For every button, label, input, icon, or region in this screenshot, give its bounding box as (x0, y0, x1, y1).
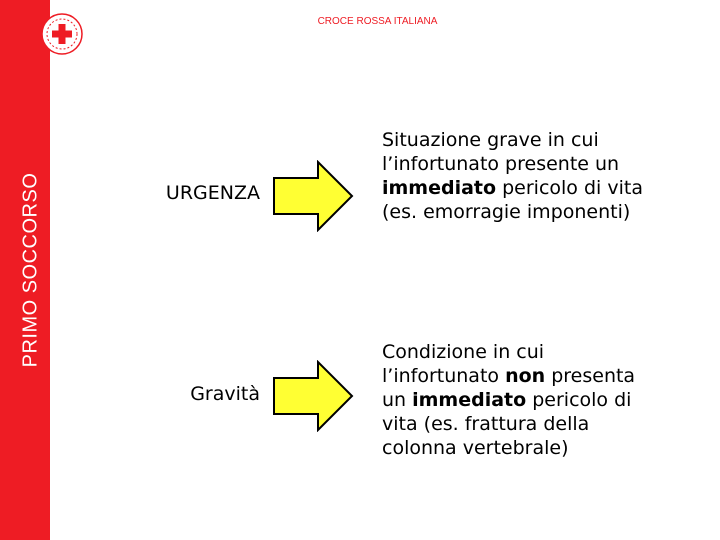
term-gravita: Gravità (190, 383, 260, 405)
desc-text: presenta (545, 365, 636, 387)
desc-line: vita (es. frattura della (382, 413, 590, 435)
desc-text: pericolo di vita (496, 177, 643, 199)
desc-line: Situazione grave in cui (382, 129, 599, 151)
desc-line: Condizione in cui (382, 341, 545, 363)
right-arrow-icon (272, 360, 354, 432)
gravita-description (382, 340, 702, 460)
desc-line (382, 364, 702, 388)
desc-line: colonna vertebrale) (382, 437, 569, 459)
urgenza-description (382, 128, 702, 224)
desc-line: l’infortunato presente un (382, 153, 620, 175)
emphasis-text: immediato (382, 177, 497, 199)
desc-text: un (382, 389, 413, 411)
emphasis-text: non (505, 365, 546, 387)
emphasis-text: immediato (412, 389, 527, 411)
desc-text: pericolo di (526, 389, 632, 411)
desc-line: (es. emorragie imponenti) (382, 201, 631, 223)
term-urgenza: URGENZA (165, 182, 260, 204)
desc-line (382, 388, 702, 412)
desc-line (382, 176, 702, 200)
sidebar-title: PRIMO SOCCORSO (19, 172, 42, 368)
sidebar-band (0, 0, 50, 540)
header-title: CROCE ROSSA ITALIANA (317, 16, 438, 27)
right-arrow-icon (272, 160, 354, 232)
desc-text: l’infortunato (382, 365, 506, 387)
